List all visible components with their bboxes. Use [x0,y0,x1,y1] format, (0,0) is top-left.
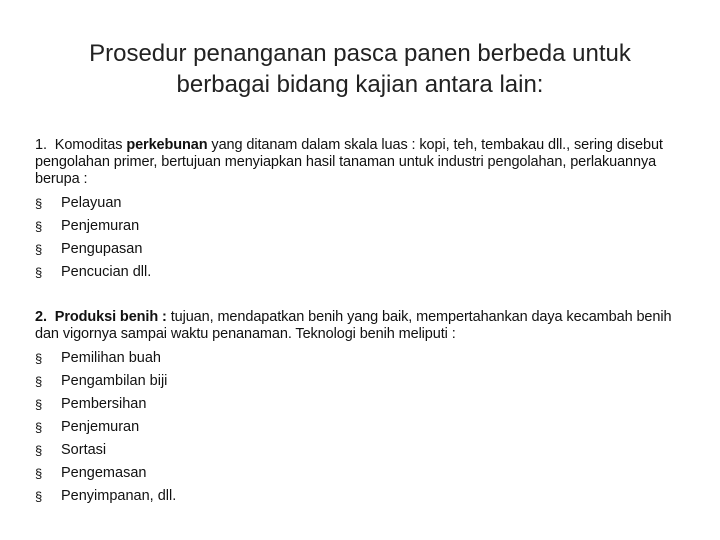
list-item [35,393,690,416]
list-item [35,439,690,462]
list-item [35,238,690,261]
section-2-intro [35,309,690,343]
section-1-intro [35,137,690,188]
section-1-list [35,192,690,284]
bullet-icon: § [35,443,43,458]
bullet-icon: § [35,466,43,481]
list-item [35,416,690,439]
list-item [35,215,690,238]
section-perkebunan [35,137,690,284]
list-item [35,462,690,485]
bullet-icon: § [35,420,43,435]
slide-title [40,38,680,100]
section-2-number: 2. [35,309,47,325]
list-item-text: Pengambilan biji [61,373,168,389]
bullet-icon: § [35,242,43,257]
bullet-icon: § [35,489,43,504]
list-item-text: Penjemuran [61,419,140,435]
bullet-icon: § [35,374,43,389]
bullet-icon: § [35,219,43,234]
section-2-bold-term: Produksi benih : [54,309,167,325]
bullet-icon: § [35,397,43,412]
list-item-text: Pembersihan [61,396,147,412]
title-line-1: Prosedur penanganan pasca panen berbeda untuk [89,40,631,67]
list-item-text: Pengemasan [61,465,147,481]
list-item [35,261,690,284]
list-item-text: Pengupasan [61,241,143,257]
list-item-text: Sortasi [61,442,107,458]
section-2-text: tujuan, mendapatkan benih yang baik, mempertahankan daya kecambah benih dan vigornya sampai waktu penanaman. Teknologi benih meliputi : [35,309,672,342]
list-item-text: Pencucian dll. [61,264,152,280]
section-produksi-benih [35,309,690,508]
list-item-text: Penyimpanan, dll. [61,488,177,504]
list-item [35,347,690,370]
list-item-text: Pelayuan [61,195,122,211]
section-1-pre: Komoditas [54,137,127,153]
section-2-list [35,347,690,508]
section-1-number: 1. [35,137,47,153]
list-item-text: Penjemuran [61,218,140,234]
bullet-icon: § [35,351,43,366]
bullet-icon: § [35,265,43,280]
list-item [35,370,690,393]
bullet-icon: § [35,196,43,211]
section-1-text: yang ditanam dalam skala luas : kopi, teh, tembakau dll., sering disebut pengolahan primer, bertujuan menyiapkan hasil tanaman untuk industri pengolahan, perlakuannya berupa : [35,137,663,187]
title-line-2: berbagai bidang kajian antara lain: [176,71,544,98]
section-1-bold-term: perkebunan [126,137,208,153]
list-item [35,192,690,215]
list-item [35,485,690,508]
list-item-text: Pemilihan buah [61,350,161,366]
